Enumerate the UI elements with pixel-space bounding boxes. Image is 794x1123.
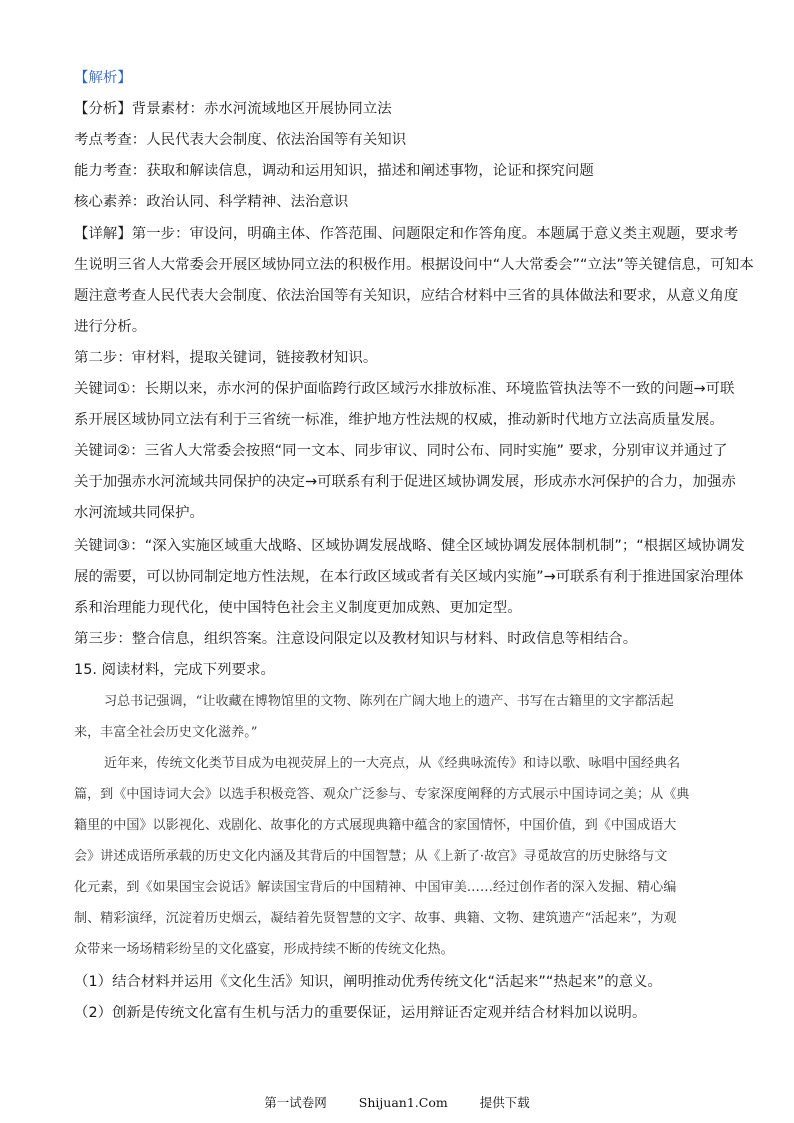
sub-question-1: （1）结合材料并运用《文化生活》知识，阐明推动优秀传统文化“活起来”“热起来”的意义。 <box>74 974 662 990</box>
material-paragraph-line: 习总书记强调，“让收藏在博物馆里的文物、陈列在广阔大地上的遗产、书写在古籍里的文字都活起 <box>104 694 674 709</box>
material-paragraph-line: 近年来，传统文化类节目成为电视荧屏上的一大亮点，从《经典咏流传》和诗以歌、咏唱中国经典名 <box>104 756 681 771</box>
page-footer <box>0 1093 794 1111</box>
keyword3-line: 展的需要，可以协同制定地方性法规，在本行政区域或者有关区域内实施”→可联系有利于推进国家治理体 <box>74 569 744 585</box>
detail-step1-line: 进行分析。 <box>74 319 147 335</box>
keyword3-line: 系和治理能力现代化，使中国特色社会主义制度更加成熟、更加定型。 <box>74 600 522 616</box>
sub-question-2: （2）创新是传统文化富有生机与活力的重要保证，运用辩证否定观并结合材料加以说明。 <box>74 1005 647 1021</box>
keyword2-line: 水河流域共同保护。 <box>74 505 204 521</box>
keyword3-line: 关键词③：“深入实施区域重大战略、区域协调发展战略、健全区域协调发展体制机制”；“根据区域协调发 <box>74 538 745 554</box>
footer-left-text: 第一试卷网 <box>264 1095 327 1110</box>
material-paragraph-line: 制、精彩演绎，沉淀着历史烟云，凝结着先贤智慧的文字、故事、典籍、文物、建筑遗产“活起来”，为观 <box>74 911 677 926</box>
detail-step3: 第三步：整合信息，组织答案。注意设问限定以及教材知识与材料、时政信息等相结合。 <box>74 631 638 647</box>
question-title: 15. 阅读材料，完成下列要求。 <box>74 662 275 678</box>
footer-site-link[interactable]: Shijuan1.Com <box>358 1095 448 1110</box>
keyword2-line: 关于加强赤水河流域共同保护的决定→可联系有利于促进区域协调发展，形成赤水河保护的合力，加强赤 <box>74 474 736 490</box>
keyword1-line: 系开展区域协同立法有利于三省统一标准，维护地方性法规的权威，推动新时代地方立法高质量发展。 <box>74 412 724 428</box>
material-paragraph-line: 篇，到《中国诗词大会》以选手积极竞答、观众广泛参与、专家深度阐释的方式展示中国诗词之美；从《典 <box>74 787 690 802</box>
keyword1-line: 关键词①：长期以来，赤水河的保护面临跨行政区域污水排放标准、环境监管执法等不一致的问题→可联 <box>74 381 735 397</box>
detail-step1-line: 【详解】第一步：审设问，明确主体、作答范围、问题限定和作答角度。本题属于意义类主观题，要求考 <box>74 226 739 242</box>
material-paragraph-line: 化元素，到《如果国宝会说话》解读国宝背后的中国精神、中国审美……经过创作者的深入发掘、精心编 <box>74 880 677 895</box>
detail-step1-line: 题注意考查人民代表大会制度、依法治国等有关知识，应结合材料中三省的具体做法和要求，从意义角度 <box>74 288 739 304</box>
analysis-exam-points: 考点考查：人民代表大会制度、依法治国等有关知识 <box>74 132 407 148</box>
section-heading: 【解析】 <box>74 70 132 86</box>
material-paragraph-line: 籍里的中国》以影视化、戏剧化、故事化的方式展现典籍中蕴含的家国情怀，中国价值，到《中国成语大 <box>74 818 677 833</box>
keyword2-line: 关键词②：三省人大常委会按照“同一文本、同步审议、同时公布、同时实施” 要求，分别审议并通过了 <box>74 443 728 459</box>
analysis-ability: 能力考查：获取和解读信息，调动和运用知识，描述和阐述事物，论证和探究问题 <box>74 163 594 179</box>
detail-step2: 第二步：审材料，提取关键词，链接教材知识。 <box>74 350 378 366</box>
analysis-background: 【分析】背景素材：赤水河流域地区开展协同立法 <box>74 101 392 117</box>
material-paragraph-line: 众带来一场场精彩纷呈的文化盛宴，形成持续不断的传统文化热。 <box>74 942 454 957</box>
footer-right-text: 提供下载 <box>479 1095 530 1110</box>
material-paragraph-line: 会》讲述成语所承载的历史文化内涵及其背后的中国智慧；从《上新了·故宫》寻觅故宫的历史脉络与文 <box>74 849 668 864</box>
material-paragraph-line: 来，丰富全社会历史文化滋养。” <box>74 725 258 740</box>
detail-step1-line: 生说明三省人大常委会开展区域协同立法的积极作用。根据设问中“人大常委会”“立法”等关键信息，可知本 <box>74 257 754 273</box>
analysis-core-literacy: 核心素养：政治认同、科学精神、法治意识 <box>74 194 349 210</box>
